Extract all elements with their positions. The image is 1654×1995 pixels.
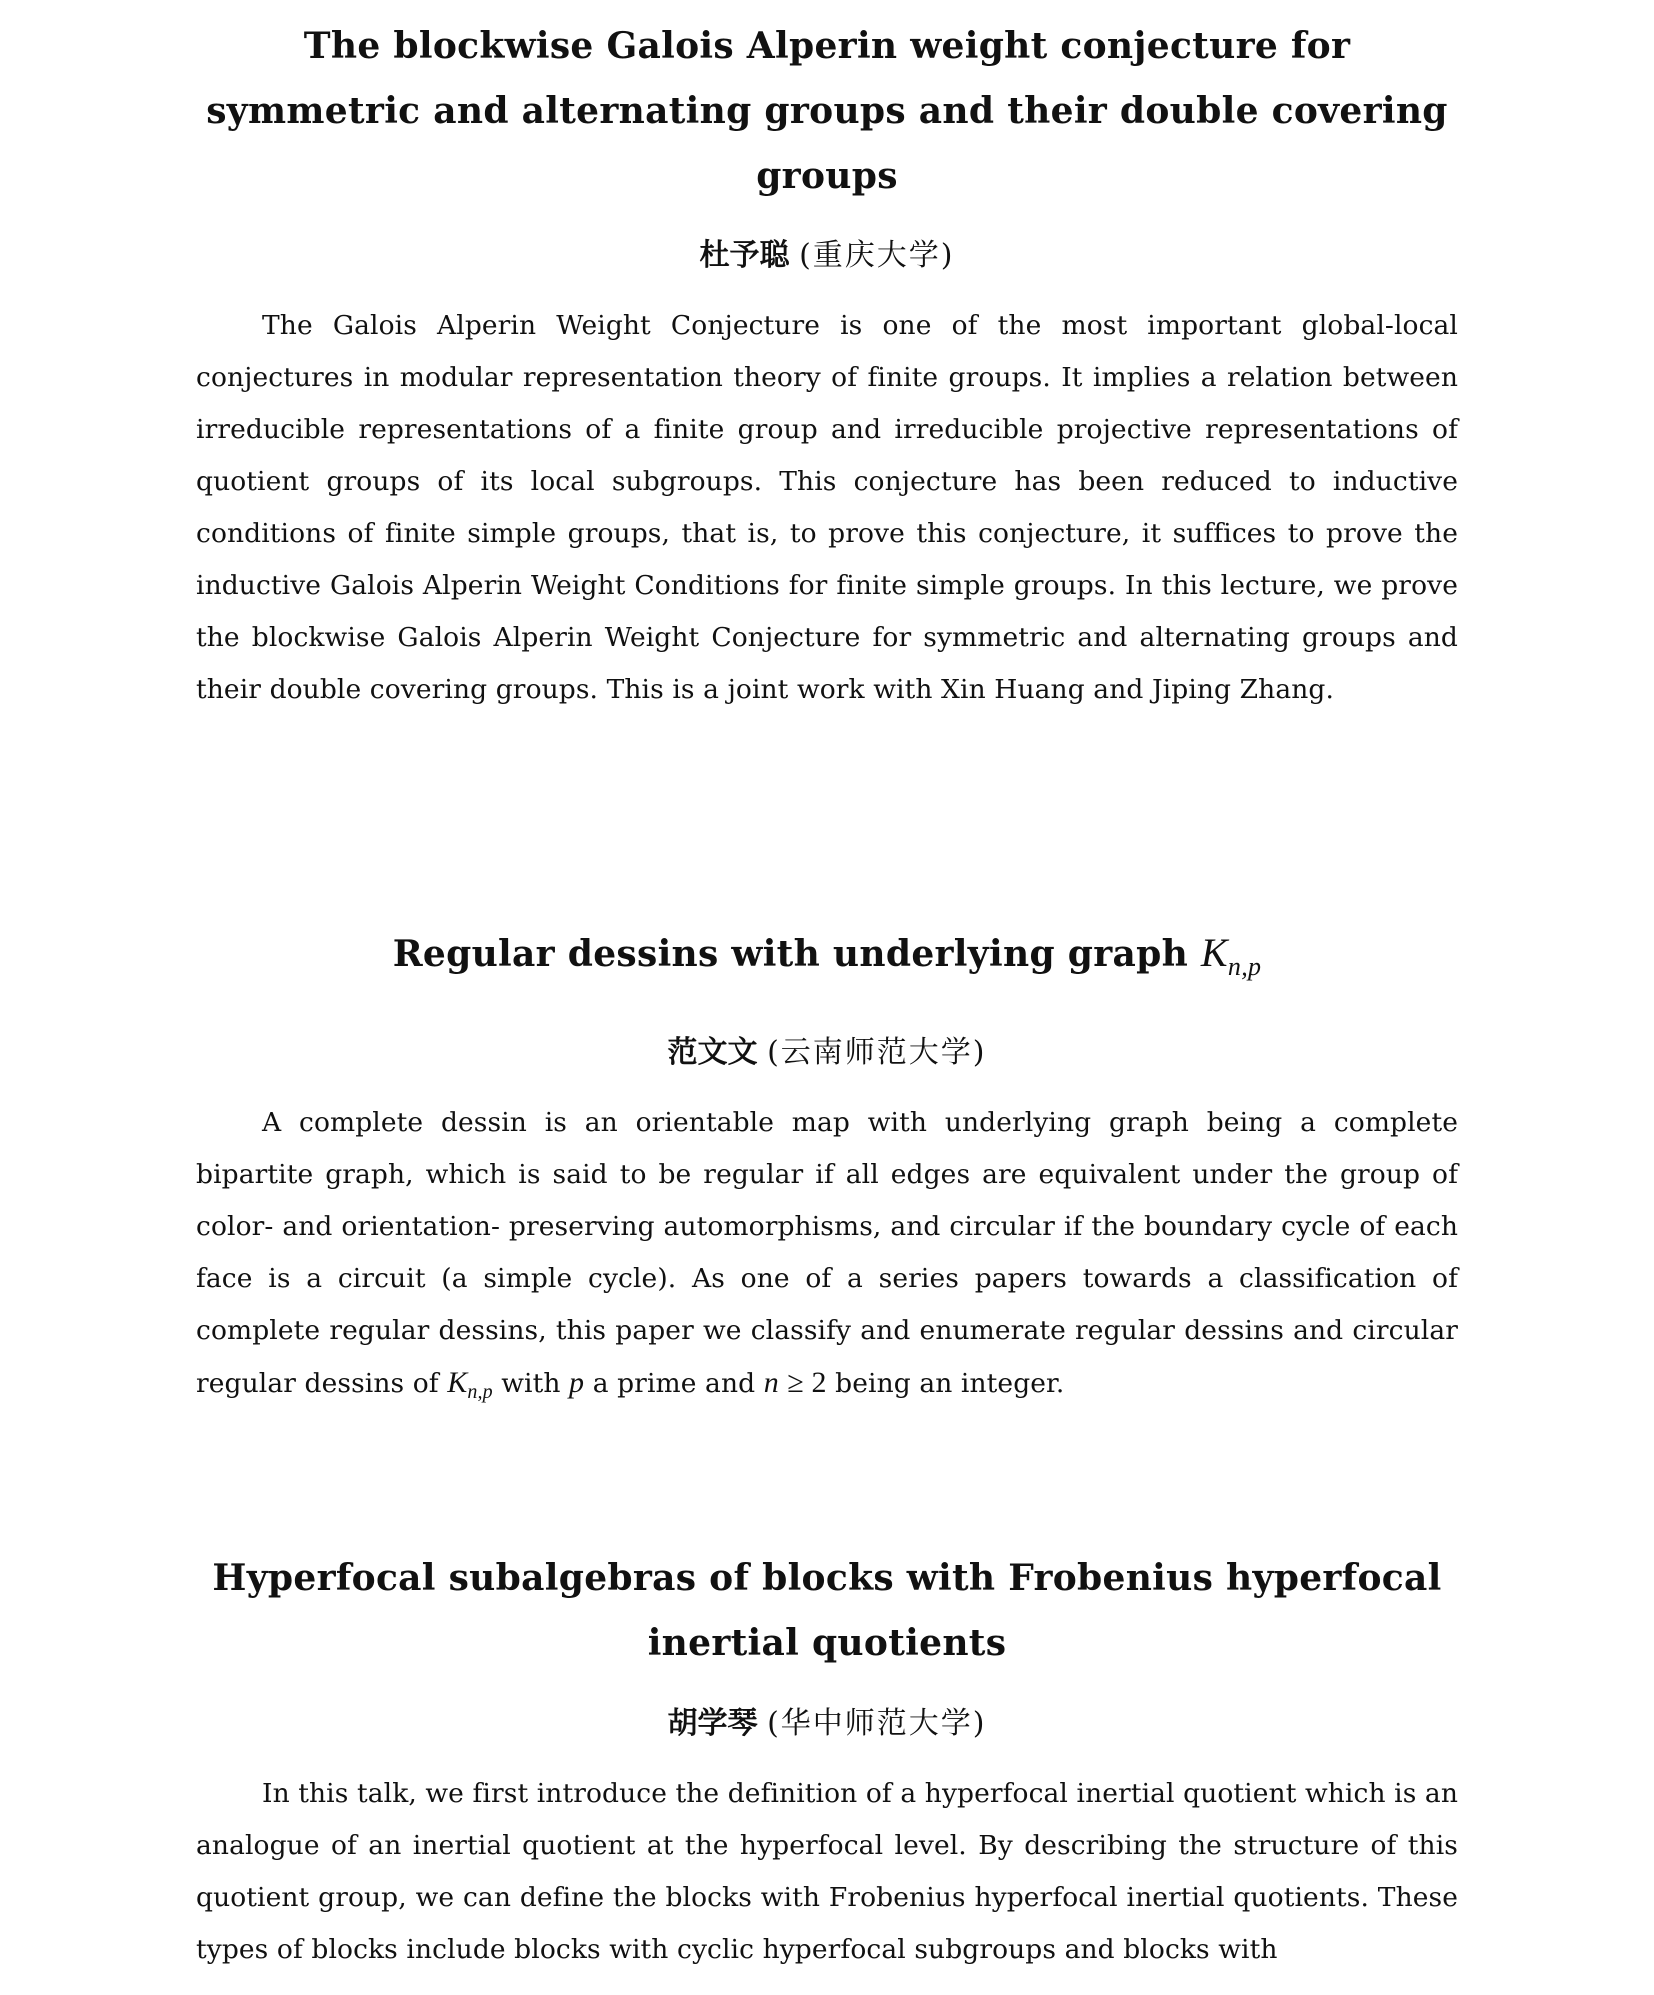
math-geq-two: ≥ 2 (787, 1366, 827, 1400)
abstract-title-text: Regular dessins with underlying graph (392, 933, 1189, 975)
abstract-body: A complete dessin is an orientable map with underlying graph being a complete bipartite graph, which is said to be regular if all edges are equivalent under the group of color- and orientation- preserving automorphisms, and circular if the boundary cycle of each face is a circuit (a simple cycle). As one of a series papers towards a classification of complete regular dessins, this paper we classify and enumerate regular dessins and circular regular dessins of $K_{n,p}$ with p a prime and n ≥ 2 being an integer. (196, 1107, 1458, 1404)
abstract-2 (196, 920, 1458, 1418)
title-math-graph: $K_{n,p}$ (1200, 930, 1262, 982)
author-affiliation: (云南师范大学) (767, 1035, 987, 1071)
abstract-title: Hyperfocal subalgebras of blocks with Frobenius hyperfocal inertial quotients (212, 1557, 1442, 1664)
author-line (196, 1033, 1458, 1073)
math-graph: $K_{n,p}$ (447, 1366, 493, 1404)
author-affiliation: (华中师范大学) (767, 1706, 987, 1741)
author-affiliation: (重庆大学) (799, 238, 955, 273)
abstract-title: The blockwise Galois Alperin weight conjecture for symmetric and alternating groups and their double covering groups (206, 25, 1448, 197)
author-line (196, 1704, 1458, 1744)
abstract-title (196, 920, 1458, 999)
abstract-3 (196, 1546, 1458, 1976)
abstract-body: In this talk, we first introduce the definition of a hyperfocal inertial quotient which is an analogue of an inertial quotient at the hyperfocal level. By describing the structure of this quotient group, we can define the blocks with Frobenius hyperfocal inertial quotients. These types of blocks include blocks with cyclic hyperfocal subgroups and blocks with (196, 1778, 1459, 1965)
author-name: 范文文 (667, 1035, 758, 1071)
math-p: p (569, 1366, 585, 1400)
abstract-body: The Galois Alperin Weight Conjecture is one of the most important global-local conjectures in modular representation theory of finite groups. It implies a relation between irreducible representations of a finite group and irreducible projective representations of quotient groups of its local subgroups. This conjecture has been reduced to inductive conditions of finite simple groups, that is, to prove this conjecture, it suffices to prove the inductive Galois Alperin Weight Conditions for finite simple groups. In this lecture, we prove the blockwise Galois Alperin Weight Conjecture for symmetric and alternating groups and their double covering groups. This is a joint work with Xin Huang and Jiping Zhang. (196, 310, 1458, 705)
author-name: 杜予聪 (699, 238, 790, 273)
abstract-1 (196, 14, 1458, 716)
author-line (196, 236, 1458, 276)
math-n: n (763, 1366, 779, 1400)
author-name: 胡学琴 (667, 1706, 758, 1741)
